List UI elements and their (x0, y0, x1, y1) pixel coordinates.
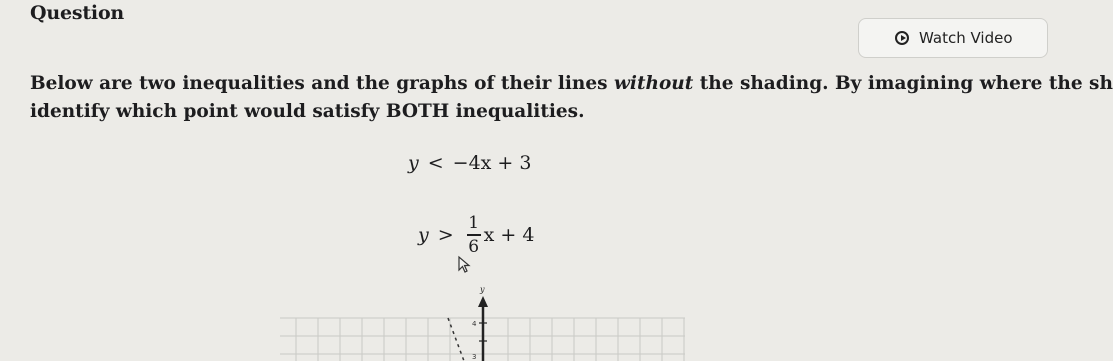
ineq2-op: > (437, 223, 454, 246)
tick-label-3: 3 (472, 353, 477, 361)
y-axis-label: y (480, 285, 485, 294)
ineq1-op: < (427, 152, 444, 174)
tick-label-4: 4 (472, 320, 477, 328)
fraction-numerator: 1 (468, 213, 480, 233)
prompt-line-2: identify which point would satisfy BOTH inequalities. (30, 101, 585, 122)
ineq1-lhs: y (408, 152, 419, 174)
prompt-emphasis: without (614, 73, 694, 94)
ineq1-rhs: −4x + 3 (452, 152, 532, 174)
prompt-text: Below are two inequalities and the graphs of their lines (30, 73, 614, 94)
y-axis-arrow (478, 296, 488, 307)
ineq2-rest: x + 4 (483, 223, 535, 246)
fraction-denominator: 6 (468, 236, 480, 257)
watch-video-label: Watch Video (919, 29, 1013, 47)
prompt-text: the shading. By imagining where the sh (693, 73, 1113, 94)
ineq2-lhs: y (418, 223, 429, 246)
question-title: Question (30, 2, 125, 24)
